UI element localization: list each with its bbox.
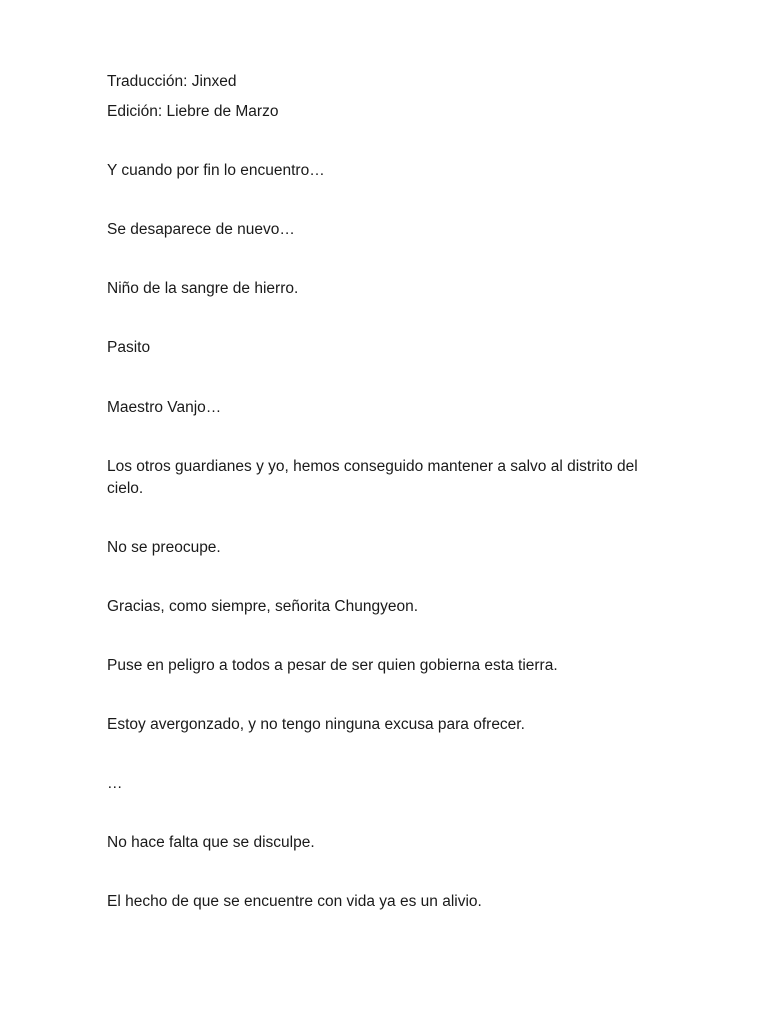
text-line: Gracias, como siempre, señorita Chungyeon. — [107, 598, 419, 615]
text-line: No se preocupe. — [107, 539, 221, 556]
text-line: El hecho de que se encuentre con vida ya es un alivio. — [107, 893, 482, 910]
text-line: Niño de la sangre de hierro. — [107, 280, 299, 297]
text-line: No hace falta que se disculpe. — [107, 834, 315, 851]
text-line: Los otros guardianes y yo, hemos conseguido mantener a salvo al distrito del cielo. — [107, 458, 638, 497]
translation-credit: Traducción: Jinxed — [107, 73, 237, 90]
text-line: Pasito — [107, 339, 151, 356]
text-line: … — [107, 775, 123, 792]
text-line: Se desaparece de nuevo… — [107, 221, 295, 238]
edition-credit: Edición: Liebre de Marzo — [107, 103, 279, 120]
text-line: Puse en peligro a todos a pesar de ser quien gobierna esta tierra. — [107, 657, 558, 674]
text-line: Y cuando por fin lo encuentro… — [107, 162, 325, 179]
text-line: Maestro Vanjo… — [107, 399, 222, 416]
text-line: Estoy avergonzado, y no tengo ninguna excusa para ofrecer. — [107, 716, 525, 733]
